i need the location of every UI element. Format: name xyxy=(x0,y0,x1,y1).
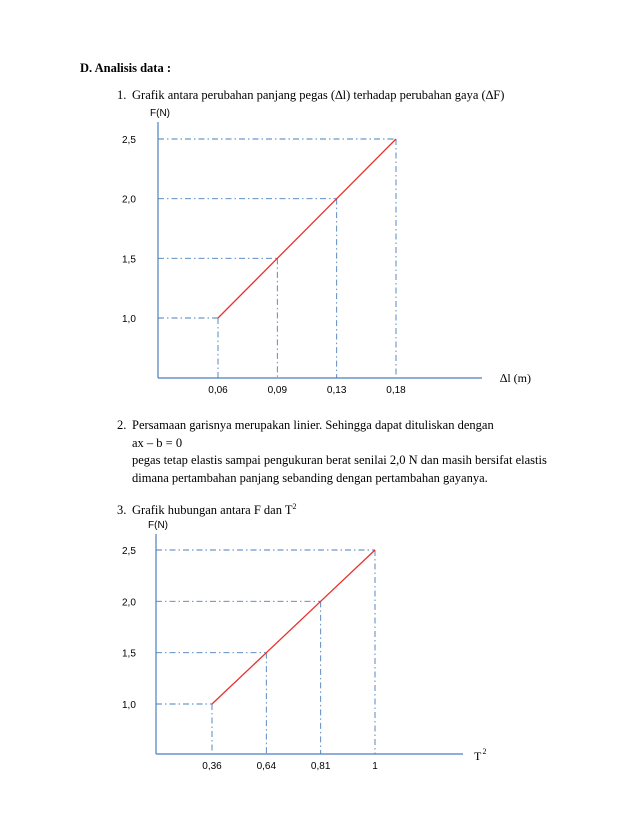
x-axis-title: T xyxy=(474,749,482,763)
x-tick-label: 0,36 xyxy=(202,761,222,772)
item2-line-4: dimana pertambahan panjang sebanding dengan pertambahan gayanya. xyxy=(132,471,488,485)
chart-1 xyxy=(0,100,638,400)
data-line-series xyxy=(212,550,375,704)
x-tick-label: 0,81 xyxy=(310,761,331,772)
list-number-2: 2. xyxy=(117,418,127,432)
x-tick-label: 0,64 xyxy=(256,761,277,772)
data-line-series xyxy=(218,139,396,318)
item2-line-2: ax – b = 0 xyxy=(132,436,183,450)
item2-line-1: Persamaan garisnya merupakan linier. Sehingga dapat dituliskan dengan xyxy=(132,418,494,432)
x-tick-label: 0,18 xyxy=(386,385,406,396)
x-axis-title: ∆l (m) xyxy=(500,371,532,385)
chart-2 xyxy=(0,510,638,800)
x-tick-label: 1 xyxy=(372,761,378,772)
item1-text: Grafik antara perubahan panjang pegas (∆l) terhadap perubahan gaya (∆F) xyxy=(132,88,505,102)
y-tick-label: 2,5 xyxy=(122,135,136,146)
y-axis-title: F(N) xyxy=(148,520,168,531)
x-tick-label: 0,06 xyxy=(208,385,228,396)
y-tick-label: 1,5 xyxy=(122,254,136,266)
y-axis-title: F(N) xyxy=(150,108,170,119)
y-tick-label: 1,5 xyxy=(122,648,136,660)
y-tick-label: 2,0 xyxy=(122,597,136,609)
item2-line-3: pegas tetap elastis sampai pengukuran berat senilai 2,0 N dan masih bersifat elastis xyxy=(132,453,547,467)
x-axis-title-sup: 2 xyxy=(482,747,487,756)
item3-text-sup: 2 xyxy=(292,502,297,511)
y-tick-label: 2,0 xyxy=(122,194,136,206)
y-tick-label: 1,0 xyxy=(122,314,136,325)
x-tick-label: 0,13 xyxy=(326,385,347,396)
item3-text-main: Grafik hubungan antara F dan T xyxy=(132,503,293,517)
list-number-1: 1. xyxy=(117,88,127,102)
x-tick-label: 0,09 xyxy=(267,385,288,396)
list-number-3: 3. xyxy=(117,503,127,517)
y-tick-label: 2,5 xyxy=(122,546,136,557)
y-tick-label: 1,0 xyxy=(122,700,136,711)
section-heading: D. Analisis data : xyxy=(80,61,171,75)
